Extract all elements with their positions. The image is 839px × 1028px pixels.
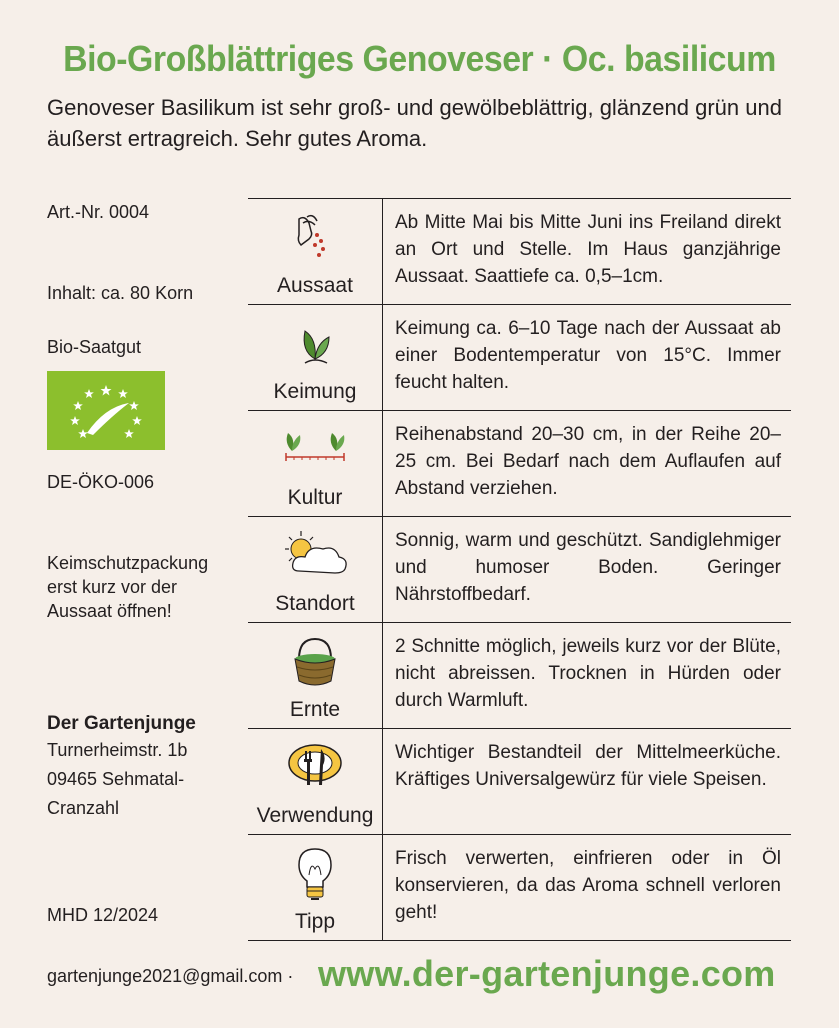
row-label: Standort (275, 592, 355, 615)
page-title: Bio-Großblättriges Genoveser · Oc. basilicum (63, 38, 776, 79)
table-row-tipp (248, 834, 791, 941)
row-label: Keimung (273, 380, 357, 403)
row-label: Kultur (287, 486, 343, 509)
company-town: Cranzahl (47, 798, 120, 818)
row-label: Tipp (294, 910, 336, 933)
company-street: Turnerheimstr. 1b (47, 740, 188, 760)
row-text: Ab Mitte Mai bis Mitte Juni ins Freiland direkt an Ort und Stelle. Im Haus ganzjährige Aussaat. Saattiefe ca. 0,5–1cm. (395, 212, 781, 287)
content-amount: Inhalt: ca. 80 Korn (47, 283, 194, 303)
lightbulb-icon (293, 845, 337, 905)
row-text: Keimung ca. 6–10 Tage nach der Aussaat ab einer Bodentemperatur von 15°C. Immer feucht halten. (395, 318, 781, 393)
table-row-ernte (248, 622, 791, 728)
company-city: 09465 Sehmatal- (47, 769, 185, 789)
germ-protection-note: Keimschutzpackung erst kurz vor der Aussaat öffnen! (47, 553, 209, 621)
sowing-hand-icon (287, 209, 343, 265)
row-text: Frisch verwerten, einfrieren oder in Öl konservieren, da das Aroma schnell verloren geht! (395, 848, 781, 923)
harvest-basket-icon (287, 633, 343, 691)
row-text: Reihenabstand 20–30 cm, in der Reihe 20–25 cm. Bei Bedarf nach dem Auflaufen auf Abstand verziehen. (395, 424, 781, 499)
row-text: Wichtiger Bestandteil der Mittelmeerküche. Kräftiges Universalgewürz für viele Speisen. (395, 742, 781, 790)
row-label: Ernte (289, 698, 341, 721)
eu-organic-leaf-icon (47, 371, 165, 450)
table-row-keimung (248, 304, 791, 410)
company-name: Der Gartenjunge (47, 713, 196, 734)
table-row-verwendung (248, 728, 791, 834)
sun-cloud-icon (279, 527, 351, 583)
row-label: Aussaat (277, 274, 353, 297)
contact-email[interactable]: gartenjunge2021@gmail.com · (47, 966, 294, 986)
intro-text: Genoveser Basilikum ist sehr groß- und gewölbeblättrig, glänzend grün und äußerst ertragreich. Sehr gutes Aroma. (47, 95, 782, 151)
row-label: Verwendung (256, 804, 374, 827)
website-link[interactable]: www.der-gartenjunge.com (318, 953, 776, 994)
article-number: Art.-Nr. 0004 (47, 202, 150, 222)
table-row-standort (248, 516, 791, 622)
best-before-date: MHD 12/2024 (47, 905, 159, 925)
row-spacing-icon (280, 421, 350, 473)
table-row-aussaat (248, 198, 791, 304)
plate-cutlery-icon (285, 739, 345, 791)
table-row-kultur (248, 410, 791, 516)
row-text: 2 Schnitte möglich, jeweils kurz vor der Blüte, nicht abreissen. Trocknen in Hürden oder durch Warmluft. (395, 636, 781, 711)
seedling-icon (287, 315, 343, 371)
row-text: Sonnig, warm und geschützt. Sandiglehmiger und humoser Boden. Geringer Nährstoffbedarf. (395, 530, 781, 605)
growing-info-table (248, 198, 791, 941)
eco-control-code: DE-ÖKO-006 (47, 472, 155, 492)
bio-label: Bio-Saatgut (47, 337, 142, 357)
